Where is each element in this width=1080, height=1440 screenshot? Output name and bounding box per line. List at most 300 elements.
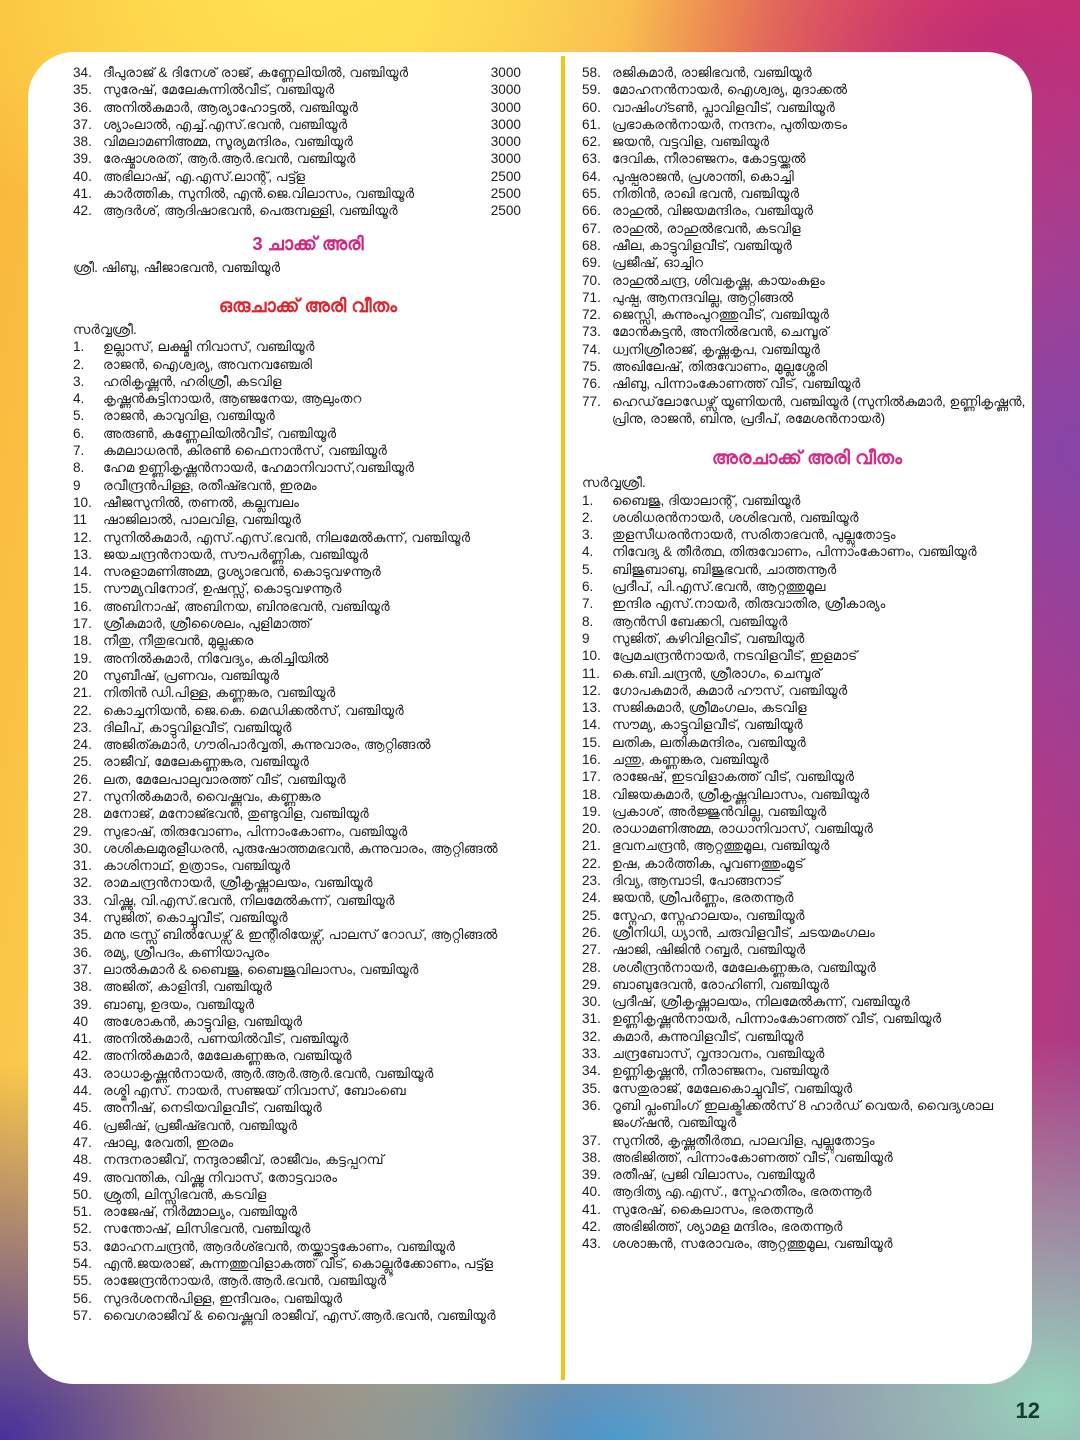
item-number: 14. xyxy=(73,564,92,580)
item-number: 36. xyxy=(582,1097,601,1113)
donation-amount: 3000 xyxy=(490,82,521,98)
item-number: 6. xyxy=(73,425,85,441)
item-number: 55. xyxy=(73,1273,92,1289)
item-text: സുജിത്, കൊച്ചുവീട്, വഞ്ചിയൂർ xyxy=(103,910,288,926)
list-item xyxy=(73,425,543,442)
item-number: 33. xyxy=(582,1046,601,1062)
item-number: 34. xyxy=(73,910,92,926)
item-number: 19. xyxy=(73,650,92,666)
item-number: 15. xyxy=(73,581,92,597)
item-text: രാജീവ്, മേലേകണ്ണങ്കര, വഞ്ചിയൂർ xyxy=(103,754,309,770)
item-number: 4. xyxy=(73,391,85,407)
item-text: പ്രജീഷ്, പ്രജീഷ്ഭവൻ, വഞ്ചിയൂർ xyxy=(103,1117,298,1133)
list-item xyxy=(73,81,543,98)
item-number: 10. xyxy=(582,648,601,664)
list-item xyxy=(73,1238,543,1255)
item-text: അഖിലേഷ്, തിരുവോണം, മുല്ലശ്ശേരി xyxy=(612,359,828,375)
list-item xyxy=(73,1065,543,1082)
item-number: 22. xyxy=(582,855,601,871)
item-text: രാഹുൽചന്ദ്ര, ശിവകൃഷ്ണ, കായംകുളം xyxy=(612,272,825,288)
item-number: 49. xyxy=(73,1169,92,1185)
list-item xyxy=(73,477,543,494)
item-text: ശശികലമുരളീധരൻ, പുരുഷോത്തമഭവൻ, കുന്നുവാരം, ആറ്റിങ്ങൽ xyxy=(103,840,498,856)
list-item xyxy=(582,272,1032,289)
list-item xyxy=(73,840,543,857)
item-number: 20 xyxy=(73,667,89,683)
item-number: 69. xyxy=(582,255,601,271)
item-text: ശ്രീകുമാർ, ശ്രീശൈലം, പുളിമാത്ത് xyxy=(103,616,311,632)
item-number: 1. xyxy=(582,492,594,508)
item-number: 12. xyxy=(582,682,601,698)
item-text: ദിവ്യ, ആമ്പാടി, പോങ്ങനാട് xyxy=(612,873,783,889)
item-text: ദേവിക, നീരാഞ്ജനം, കോട്ടയ്ക്കൽ xyxy=(612,151,806,167)
list-item xyxy=(582,1080,1032,1097)
item-text: ഉണ്ണികൃഷ്ണൻനായർ, പിന്നാംകോണത്ത് വീട്, വഞ്ചിയൂർ xyxy=(612,1011,942,1027)
one-sack-list xyxy=(73,338,543,1324)
item-number: 58. xyxy=(582,65,601,80)
item-text: രവീന്ദ്രൻപിള്ള, രതീഷ്ഭവൻ, ഇരമം xyxy=(103,477,317,493)
list-item xyxy=(582,1010,1032,1027)
item-number: 75. xyxy=(582,359,601,375)
donation-amount: 2500 xyxy=(490,186,521,202)
item-number: 25. xyxy=(73,754,92,770)
item-number: 40. xyxy=(73,168,92,184)
item-text: രാജേഷ്, ഇടവിളാകത്ത് വീട്, വഞ്ചിയൂർ xyxy=(612,769,855,785)
list-item xyxy=(73,857,543,874)
item-text: അഭിജിത്ത്, ശ്യാമള മന്ദിരം, ഭരതന്നൂർ xyxy=(612,1219,843,1234)
donation-amount: 3000 xyxy=(490,65,521,80)
list-item xyxy=(73,99,543,116)
item-number: 34. xyxy=(582,1063,601,1079)
half-sack-list xyxy=(582,492,1032,1253)
item-text: ജെസ്സി, കുന്നുംപുറത്തുവീട്, വഞ്ചിയൂർ xyxy=(612,307,829,323)
list-item xyxy=(73,1220,543,1237)
item-text: രേഷ്മാശരത്, ആർ.ആർ.ഭവൻ, വഞ്ചിയൂർ xyxy=(103,151,356,167)
item-number: 62. xyxy=(582,134,601,150)
item-number: 36. xyxy=(73,99,92,115)
list-item xyxy=(73,1169,543,1186)
list-item xyxy=(73,736,543,753)
list-item xyxy=(73,632,543,649)
list-item xyxy=(582,393,1032,428)
list-item xyxy=(73,1272,543,1289)
item-number: 42. xyxy=(73,203,92,219)
list-item xyxy=(582,1218,1032,1235)
item-text: അഭിജിത്ത്, പിന്നാംകോണത്ത് വീട്, വഞ്ചിയൂർ xyxy=(612,1149,893,1165)
item-number: 23. xyxy=(73,719,92,735)
list-item xyxy=(73,373,543,390)
item-text: ആദിത്യ എ.എസ്., സ്നേഹതീരം, ഭരതന്നൂർ xyxy=(612,1184,872,1200)
item-number: 59. xyxy=(582,82,601,98)
list-item xyxy=(73,529,543,546)
item-number: 22. xyxy=(73,702,92,718)
item-number: 47. xyxy=(73,1134,92,1150)
item-text: ഷീജസുനിൽ, തണൽ, കല്ലമ്പലം xyxy=(103,494,299,510)
item-text: ഹെഡ്‌ലോഡേഴ്സ് യൂണിയൻ, വഞ്ചിയൂർ (സുനിൽകുമാർ, ഉണ്ണികൃഷ്ണൻ, പ്രിനു, രാജൻ, ബിനു, പ്രദീപ്, രമേശൻനായർ) xyxy=(612,393,1026,426)
list-item xyxy=(73,563,543,580)
list-item xyxy=(582,1132,1032,1149)
item-text: രാജേന്ദ്രൻനായർ, ആർ.ആർ.ഭവൻ, വഞ്ചിയൂർ xyxy=(103,1273,387,1289)
item-number: 32. xyxy=(73,875,92,891)
list-item xyxy=(582,889,1032,906)
list-item xyxy=(73,511,543,528)
list-item xyxy=(582,81,1032,98)
column-divider xyxy=(561,56,565,1380)
item-number: 23. xyxy=(582,873,601,889)
list-item xyxy=(582,630,1032,647)
item-text: ദീപുരാജ് & ദിനേശ് രാജ്, കണ്ണേലിയിൽ, വഞ്ചിയൂർ xyxy=(103,65,409,80)
item-text: ഉണ്ണികൃഷ്ണൻ, നീരാഞ്ജനം, വഞ്ചിയൂർ xyxy=(612,1063,829,1079)
item-text: മനു ട്രസ്സ് ബിൽഡേഴ്സ് & ഇന്റീരിയേഴ്സ്, പാലസ് റോഡ്, ആറ്റിങ്ങൽ xyxy=(103,927,498,943)
item-text: എൻ.ജയരാജ്, കുന്നത്തുവിളാകത്ത് വീട്, കൊല്ലൂർക്കോണം, പട്ട്ള xyxy=(103,1256,494,1271)
item-number: 16. xyxy=(582,751,601,767)
list-item xyxy=(582,613,1032,630)
item-number: 32. xyxy=(582,1028,601,1044)
item-text: ശ്രീനിധി, ധ്യാൻ, ചരുവിളവീട്, ചടയമംഗലം xyxy=(612,924,875,940)
list-item xyxy=(73,459,543,476)
right-column xyxy=(582,64,1032,1253)
item-text: പ്രദീപ്, പി.എസ്.ഭവൻ, ആറ്റത്തുമൂല xyxy=(612,579,826,595)
list-item xyxy=(582,254,1032,271)
item-number: 37. xyxy=(73,961,92,977)
donation-amount: 2500 xyxy=(490,203,521,219)
item-text: സുഭാഷ്, തിരുവോണം, പിന്നാംകോണം, വഞ്ചിയൂർ xyxy=(103,823,408,839)
item-text: നീതു, നീതുഭവൻ, മുല്ലക്കര xyxy=(103,633,254,649)
item-number: 17. xyxy=(582,769,601,785)
item-number: 29. xyxy=(73,823,92,839)
list-item xyxy=(582,64,1032,81)
list-item xyxy=(582,116,1032,133)
list-item xyxy=(73,978,543,995)
one-sack-salutation: സർവ്വശ്രീ. xyxy=(73,321,137,337)
list-item xyxy=(73,719,543,736)
item-text: ഷാജി, ഷിജിൻ റബ്ബർ, വഞ്ചിയൂർ xyxy=(612,942,806,958)
item-number: 7. xyxy=(582,596,594,612)
item-number: 38. xyxy=(73,979,92,995)
item-text: അനിൽകുമാർ, നിവേദ്യം, കരിച്ചിയിൽ xyxy=(103,650,329,666)
item-text: രമ്യ, ശ്രീപദം, കണിയാപുരം xyxy=(103,944,270,960)
item-number: 65. xyxy=(582,186,601,202)
list-item xyxy=(73,150,543,167)
item-number: 31. xyxy=(73,858,92,874)
item-text: പ്രകാശ്, അർജ്ജുൻവില്ല, വഞ്ചിയൂർ xyxy=(612,803,827,819)
item-text: കമലാധരൻ, കിരൺ ഫൈനാൻസ്, വഞ്ചിയൂർ xyxy=(103,443,387,459)
item-text: രാധാമണിഅമ്മ, രാധാനിവാസ്, വഞ്ചിയൂർ xyxy=(612,821,873,837)
item-text: ലതിക, ലതികമന്ദിരം, വഞ്ചിയൂർ xyxy=(612,734,806,750)
three-sack-entry: ശ്രീ. ഷിബു, ഷീജാഭവൻ, വഞ്ചിയൂർ xyxy=(73,259,281,275)
item-number: 54. xyxy=(73,1256,92,1271)
list-item xyxy=(73,615,543,632)
item-text: പ്രജീഷ്, ഓച്ചിറ xyxy=(612,255,704,271)
item-text: റൂബി പ്ലംബിംഗ് ഇലക്ട്രിക്കൽസ് 8 ഹാർഡ് വെയർ, വൈദ്യശാല ജംഗ്ഷൻ, വഞ്ചിയൂർ xyxy=(612,1097,994,1131)
item-text: സുനിൽകുമാർ, വൈഷ്ണവം, കണ്ണങ്കര xyxy=(103,788,321,804)
item-number: 10. xyxy=(73,494,92,510)
list-item xyxy=(582,734,1032,751)
item-text: ഗോപകുമാർ, കുമാർ ഹൗസ്, വഞ്ചിയൂർ xyxy=(612,682,848,698)
item-number: 28. xyxy=(73,806,92,822)
item-number: 41. xyxy=(73,1031,92,1047)
list-item xyxy=(582,150,1032,167)
item-number: 21. xyxy=(582,838,601,854)
list-item xyxy=(582,1201,1032,1218)
item-text: ശ്യാംലാൽ, എച്ച്.എസ്.ഭവൻ, വഞ്ചിയൂർ xyxy=(103,116,348,132)
list-item xyxy=(582,1183,1032,1200)
item-number: 64. xyxy=(582,168,601,184)
item-text: മോഹനചന്ദ്രൻ, ആദർശ്ഭവൻ, തയ്ക്കാട്ടുകോണം, വഞ്ചിയൂർ xyxy=(103,1238,456,1254)
item-number: 13. xyxy=(73,546,92,562)
item-text: അനിൽകുമാർ, മേലേകണ്ണങ്കര, വഞ്ചിയൂർ xyxy=(103,1048,352,1064)
list-item xyxy=(582,185,1032,202)
list-item xyxy=(582,665,1032,682)
list-item xyxy=(582,855,1032,872)
list-item xyxy=(582,924,1032,941)
item-text: ചന്തു, കണ്ണങ്കര, വഞ്ചിയൂർ xyxy=(612,751,769,767)
list-item xyxy=(73,650,543,667)
list-item xyxy=(582,803,1032,820)
item-text: സുനിൽകുമാർ, എസ്.എസ്.ഭവൻ, നിലമേൽകുന്ന്, വഞ്ചിയൂർ xyxy=(103,529,471,545)
item-text: രശ്മി എസ്. നായർ, സഞ്ജയ് നിവാസ്, ബോംബെ xyxy=(103,1083,406,1099)
list-item xyxy=(582,595,1032,612)
list-item xyxy=(73,442,543,459)
item-text: ലാൽകുമാർ & ബൈജു, ബൈജുവിലാസം, വഞ്ചിയൂർ xyxy=(103,961,419,977)
item-number: 67. xyxy=(582,220,601,236)
list-item xyxy=(73,874,543,891)
item-number: 7. xyxy=(73,443,85,459)
item-number: 2. xyxy=(73,356,85,372)
item-text: നന്ദനരാജീവ്, നന്ദുരാജീവ്, രാജീവം, കട്ടപ്പറമ്പ് xyxy=(103,1152,384,1168)
list-item xyxy=(582,941,1032,958)
list-item xyxy=(582,1149,1032,1166)
item-text: അനീഷ്, നെടിയവിളവീട്, വഞ്ചിയൂർ xyxy=(103,1100,322,1116)
item-text: നിതിൻ, രാഖി ഭവൻ, വഞ്ചിയൂർ xyxy=(612,186,800,202)
item-text: പുഷ്പരാജൻ, പ്രശാന്തി, കൊച്ചി xyxy=(612,168,794,184)
item-number: 24. xyxy=(73,737,92,753)
item-text: മോൻകുട്ടൻ, അനിൽഭവൻ, ചെമ്പൂര് xyxy=(612,324,829,340)
item-number: 6. xyxy=(582,579,594,595)
item-number: 18. xyxy=(582,786,601,802)
item-number: 9 xyxy=(582,630,590,646)
item-text: വിജയകുമാർ, ശ്രീകൃഷ്ണവിലാസം, വഞ്ചിയൂർ xyxy=(612,786,870,802)
item-text: ചന്ദ്രബോസ്, വൃന്ദാവനം, വഞ്ചിയൂർ xyxy=(612,1046,825,1062)
page-number: 12 xyxy=(1015,1398,1040,1423)
list-item xyxy=(73,1117,543,1134)
item-number: 17. xyxy=(73,616,92,632)
item-number: 43. xyxy=(582,1236,601,1252)
item-text: കാർത്തിക, സുനിൽ, എൻ.ജെ.വിലാസം, വഞ്ചിയൂർ xyxy=(103,186,415,202)
item-text: നിതിൻ ഡി.പിള്ള, കണ്ണങ്കര, വഞ്ചിയൂർ xyxy=(103,685,336,701)
list-item xyxy=(582,1045,1032,1062)
item-text: സ്നേഹ, സ്നേഹാലയം, വഞ്ചിയൂർ xyxy=(612,907,805,923)
item-text: കുമാർ, കുന്നുവിളവീട്, വഞ്ചിയൂർ xyxy=(612,1028,804,1044)
item-number: 16. xyxy=(73,598,92,614)
item-number: 36. xyxy=(73,944,92,960)
half-sack-heading: അരചാക്ക് അരി വീതം xyxy=(711,448,903,470)
list-item xyxy=(582,751,1032,768)
item-number: 40. xyxy=(582,1184,601,1200)
item-text: പ്രഭാകരൻനായർ, നന്ദനം, പുതിയതടം xyxy=(612,116,848,132)
item-text: ഭുവനചന്ദ്രൻ, ആറ്റത്തുമൂല, വഞ്ചിയൂർ xyxy=(612,838,830,854)
list-item xyxy=(73,1255,543,1272)
one-sack-heading: ഒരുചാക്ക് അരി വീതം xyxy=(218,294,398,316)
list-item xyxy=(582,872,1032,889)
list-item xyxy=(582,358,1032,375)
list-item xyxy=(73,338,543,355)
list-item xyxy=(582,237,1032,254)
item-text: സുരേഷ്, കൈലാസം, ഭരതന്നൂർ xyxy=(612,1201,813,1217)
item-number: 41. xyxy=(582,1201,601,1217)
item-text: ബിജുബാബു, ബിജുഭവൻ, ചാത്തന്നൂർ xyxy=(612,561,837,577)
item-number: 35. xyxy=(73,82,92,98)
list-item xyxy=(582,509,1032,526)
item-text: രതീഷ്, പ്രജി വിലാസം, വഞ്ചിയൂർ xyxy=(612,1167,815,1183)
item-number: 11. xyxy=(582,665,600,681)
list-item xyxy=(582,1028,1032,1045)
item-number: 31. xyxy=(582,1011,601,1027)
list-item xyxy=(582,561,1032,578)
list-item xyxy=(582,289,1032,306)
item-number: 25. xyxy=(582,907,601,923)
one-sack-list-continued xyxy=(582,64,1032,427)
item-number: 1. xyxy=(73,339,85,355)
item-text: രാഹുൽ, വിജയമന്ദിരം, വഞ്ചിയൂർ xyxy=(612,203,814,219)
item-number: 38. xyxy=(582,1149,601,1165)
list-item xyxy=(73,185,543,202)
item-text: സജികുമാർ, ശ്രീമംഗലം, കടവിള xyxy=(612,700,807,716)
list-item xyxy=(582,543,1032,560)
item-number: 26. xyxy=(582,924,601,940)
item-number: 2. xyxy=(582,509,594,525)
list-item xyxy=(73,684,543,701)
item-number: 30. xyxy=(582,994,601,1010)
item-number: 70. xyxy=(582,272,601,288)
item-number: 46. xyxy=(73,1117,92,1133)
item-text: സൗമ്യ, കാട്ടുവിളവീട്, വഞ്ചിയൂർ xyxy=(612,717,803,733)
item-text: വിമലാമണിഅമ്മ, സൂര്യമന്ദിരം, വഞ്ചിയൂർ xyxy=(103,134,353,150)
list-item xyxy=(73,909,543,926)
item-text: വൈഗരാജീവ് & വൈഷ്ണവി രാജീവ്, എസ്.ആർ.ഭവൻ, വഞ്ചിയൂർ xyxy=(103,1307,496,1323)
item-number: 74. xyxy=(582,341,601,357)
list-item xyxy=(582,682,1032,699)
list-item xyxy=(582,768,1032,785)
item-text: ഉല്ലാസ്, ലക്ഷ്മി നിവാസ്, വഞ്ചിയൂർ xyxy=(103,339,315,355)
item-text: കൊച്ചനിയൻ, ജെ.കെ. മെഡിക്കൽസ്, വഞ്ചിയൂർ xyxy=(103,702,404,718)
item-number: 35. xyxy=(73,927,92,943)
item-number: 42. xyxy=(582,1219,601,1234)
item-text: അശോകൻ, കാട്ടുവിള, വഞ്ചിയൂർ xyxy=(103,1013,303,1029)
list-item xyxy=(582,1235,1032,1252)
left-column xyxy=(73,64,543,1324)
item-text: അജിത്കുമാർ, ഗൗരിപാർവ്വതി, കുന്നുവാരം, ആറ്റിങ്ങൽ xyxy=(103,737,431,753)
item-text: ഉഷ, കാർത്തിക, പൂവണത്തുംമൂട് xyxy=(612,855,804,871)
item-text: കാശിനാഥ്, ഉത്രാടം, വഞ്ചിയൂർ xyxy=(103,858,291,874)
item-number: 66. xyxy=(582,203,601,219)
list-item xyxy=(73,702,543,719)
item-number: 51. xyxy=(73,1204,92,1220)
item-number: 28. xyxy=(582,959,601,975)
list-item xyxy=(582,220,1032,237)
item-text: സുബീഷ്, പ്രണവം, വഞ്ചിയൂർ xyxy=(103,667,280,683)
item-number: 18. xyxy=(73,633,92,649)
list-item xyxy=(73,1030,543,1047)
item-number: 8. xyxy=(73,460,85,476)
item-number: 52. xyxy=(73,1221,92,1237)
item-text: ഹരികൃഷ്ണൻ, ഹരിശ്രീ, കടവിള xyxy=(103,373,282,389)
list-item xyxy=(73,667,543,684)
item-number: 33. xyxy=(73,892,92,908)
item-text: അരുൺ, കണ്ണേലിയിൽവീട്, വഞ്ചിയൂർ xyxy=(103,425,337,441)
list-item xyxy=(73,1307,543,1324)
list-item xyxy=(582,168,1032,185)
list-item xyxy=(73,892,543,909)
item-number: 60. xyxy=(582,99,601,115)
list-item xyxy=(73,168,543,185)
item-text: ഹേമ ഉണ്ണികൃഷ്ണൻനായർ, ഹേമാനിവാസ്,വഞ്ചിയൂർ xyxy=(103,460,415,476)
item-text: അഭിലാഷ്, എ.എസ്.ലാന്റ്, പട്ട്ള xyxy=(103,168,306,184)
item-text: ശശീന്ദ്രൻനായർ, മേലേകണ്ണങ്കര, വഞ്ചിയൂർ xyxy=(612,959,876,975)
item-text: വിഷ്ണു, വി.എസ്.ഭവൻ, നിലമേൽകുന്ന്, വഞ്ചിയൂർ xyxy=(103,892,395,908)
item-number: 5. xyxy=(582,561,594,577)
item-text: പ്രേമചന്ദ്രൻനായർ, നടവിളവീട്, ഇളമാട് xyxy=(612,648,858,664)
item-number: 73. xyxy=(582,324,601,340)
item-text: രാജൻ, കാവുവിള, വഞ്ചിയൂർ xyxy=(103,408,275,424)
item-text: ഷാജിലാൽ, പാലവിള, വഞ്ചിയൂർ xyxy=(103,512,301,528)
donation-amount: 3000 xyxy=(490,99,521,115)
list-item xyxy=(582,786,1032,803)
item-text: തുളസീധരൻനായർ, സരിതാഭവൻ, പുല്ലുതോട്ടം xyxy=(612,527,896,543)
item-text: ബൈജു, ദിയാലാന്റ്, വഞ്ചിയൂർ xyxy=(612,492,801,508)
item-number: 42. xyxy=(73,1048,92,1064)
item-text: ഇന്ദിര എസ്.നായർ, തിരുവാതിര, ശ്രീകാര്യം xyxy=(612,596,886,612)
list-item xyxy=(582,341,1032,358)
item-number: 12. xyxy=(73,529,92,545)
donation-amount: 3000 xyxy=(490,151,521,167)
item-text: ശശിധരൻനായർ, ശശിഭവൻ, വഞ്ചിയൂർ xyxy=(612,509,859,525)
item-number: 27. xyxy=(73,788,92,804)
item-number: 44. xyxy=(73,1083,92,1099)
item-number: 39. xyxy=(73,996,92,1012)
item-number: 68. xyxy=(582,237,601,253)
item-text: ദിലീപ്, കാട്ടുവിളവീട്, വഞ്ചിയൂർ xyxy=(103,719,292,735)
item-text: സുനിൽ, കൃഷ്ണതീർത്ഥ, പാലവിള, പുല്ലുതോട്ടം xyxy=(612,1132,875,1148)
item-text: അനിൽകുമാർ, ആര്യാഹോട്ടൽ, വഞ്ചിയൂർ xyxy=(103,99,358,115)
item-number: 8. xyxy=(582,613,594,629)
donation-amount: 3000 xyxy=(490,116,521,132)
list-item xyxy=(73,1047,543,1064)
list-item xyxy=(582,1097,1032,1132)
item-number: 3. xyxy=(582,527,594,543)
list-item xyxy=(73,753,543,770)
item-text: സന്തോഷ്, ലിസിഭവൻ, വഞ്ചിയൂർ xyxy=(103,1221,311,1237)
item-text: അബിനാഷ്, അബിനയ, ബിനുഭവൻ, വഞ്ചിയൂർ xyxy=(103,598,390,614)
item-number: 40 xyxy=(73,1013,89,1029)
item-number: 21. xyxy=(73,685,92,701)
list-item xyxy=(582,492,1032,509)
item-number: 19. xyxy=(582,803,601,819)
item-text: രാമചന്ദ്രൻനായർ, ശ്രീകൃഷ്ണാലയം, വഞ്ചിയൂർ xyxy=(103,875,373,891)
list-item xyxy=(73,1203,543,1220)
item-text: ധ്വനിശ്രീരാജ്, കൃഷ്ണകൃപ, വഞ്ചിയൂർ xyxy=(612,341,820,357)
list-item xyxy=(582,716,1032,733)
item-number: 4. xyxy=(582,544,594,560)
item-text: വാഷിംഗ്ടൺ, പ്ലാവിളവീട്, വഞ്ചിയൂർ xyxy=(612,99,835,115)
list-item xyxy=(582,959,1032,976)
item-text: പുഷ്പ, ആനന്ദവില്ല, ആറ്റിങ്ങൽ xyxy=(612,289,794,305)
item-text: ആൻസി ബേക്കറി, വഞ്ചിയൂർ xyxy=(612,613,788,629)
item-text: മനോജ്, മനോജ്ഭവൻ, തുണ്ടുവിള, വഞ്ചിയൂർ xyxy=(103,806,369,822)
item-text: സൗമ്യവിനോദ്, ഉഷസ്സ്, കൊടുവഴന്നൂർ xyxy=(103,581,342,597)
item-number: 39. xyxy=(73,151,92,167)
list-item xyxy=(73,1099,543,1116)
